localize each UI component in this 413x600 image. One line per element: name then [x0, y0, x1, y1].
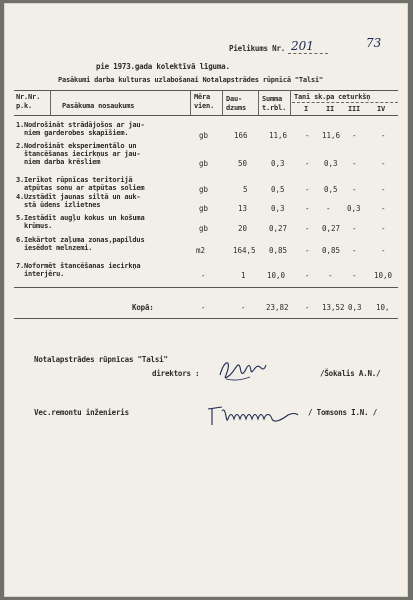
agreement-line: pie 1973.gada kolektīvā līguma. [96, 62, 230, 71]
row-5-q1: - [305, 224, 310, 233]
document-title: Pasākumi darba kulturas uzlabošanai Notalapstrādes rūpnīcā "Talsi" [58, 76, 323, 84]
row-3-qty: 5 [243, 185, 248, 194]
row-7-q2: - [328, 271, 333, 280]
director-signature [216, 355, 268, 385]
totals-top-rule [14, 287, 398, 288]
table-top-rule [14, 90, 398, 91]
row-5-q2: 0,27 [322, 224, 341, 233]
total-q1: - [305, 303, 310, 312]
total-q2: 13,52 [322, 303, 345, 312]
row-2-qty: 50 [238, 159, 248, 168]
row-6-q1: - [305, 246, 310, 255]
row-1-q4: - [381, 131, 386, 140]
row-1-sum: 11,6 [269, 131, 288, 140]
row-2-q4: - [381, 159, 386, 168]
row-6-sum: 0,85 [269, 246, 288, 255]
row-1-unit: gb [199, 131, 209, 140]
row-1-q1: - [305, 131, 310, 140]
director-label: direktors : [152, 369, 200, 378]
row-2-text-3: niem darba krēsliem [24, 158, 101, 166]
row-3-q4: - [381, 185, 386, 194]
row-3-q1: - [305, 185, 310, 194]
row-2-text-2: štancēšanas iecirkņus ar jau- [24, 150, 141, 158]
row-5-sum: 0,27 [269, 224, 288, 233]
row-2-sum: 0,3 [271, 159, 285, 168]
header-pk: p.k. [16, 102, 33, 110]
table-header-rule [14, 115, 398, 116]
engineer-label: Vec.remontu inženieris [34, 408, 129, 417]
row-2-q3: - [352, 159, 357, 168]
header-q1: I [304, 105, 309, 113]
total-label: Kopā: [132, 303, 154, 312]
row-4-q3: 0,3 [347, 204, 361, 213]
row-6-unit: m2 [196, 246, 206, 255]
row-4-q2: - [326, 204, 331, 213]
row-5-q4: - [381, 224, 386, 233]
total-q3: 0,3 [348, 303, 362, 312]
row-1-text: 1.Nodrošināt strādājošos ar jau- [16, 121, 145, 129]
header-qty: Dau- [226, 95, 243, 103]
appendix-number-line [288, 53, 328, 54]
row-4-q4: - [381, 204, 386, 213]
header-q3: III [348, 105, 361, 113]
document-page [4, 3, 408, 597]
total-q4: 10, [376, 303, 390, 312]
totals-bottom-rule [14, 318, 398, 319]
row-3-text-2: atpūtas sonu ar atpūtas soliem [24, 184, 145, 192]
engineer-signature [208, 401, 300, 431]
row-5-text-2: krūmus. [24, 222, 53, 230]
row-2-q1: - [305, 159, 310, 168]
column-divider [290, 90, 291, 115]
header-unit: Mēra [194, 93, 211, 101]
row-7-q3: - [352, 271, 357, 280]
header-sum-2: t.rbl. [262, 104, 287, 112]
header-name: Pasākuma nosaukums [62, 102, 135, 110]
total-qty: - [241, 303, 246, 312]
row-6-q2: 0,85 [322, 246, 341, 255]
row-7-unit: - [201, 271, 206, 280]
row-1-text-2: niem garderobes skapīšiem. [24, 129, 129, 137]
quarters-rule [292, 102, 398, 103]
row-4-sum: 0,3 [271, 204, 285, 213]
column-divider [258, 90, 259, 115]
row-6-qty: 164,5 [233, 246, 256, 255]
header-q4: IV [377, 105, 386, 113]
header-sum: Summa [262, 95, 283, 103]
row-2-text: 2.Nodrošināt eksperimentālo un [16, 142, 137, 150]
row-7-q4: 10,0 [374, 271, 393, 280]
row-1-q3: - [352, 131, 357, 140]
appendix-label: Pielikums Nr. [229, 44, 286, 53]
row-2-unit: gb [199, 159, 209, 168]
page-number: 73 [366, 36, 382, 50]
row-3-unit: gb [199, 185, 209, 194]
row-1-q2: 11,6 [322, 131, 341, 140]
header-qty-2: dzums [226, 104, 247, 112]
header-quarters: Tanī sk.pa ceturkšņ [294, 93, 371, 101]
row-5-qty: 20 [238, 224, 248, 233]
row-5-text: 5.Iestādīt augļu kokus un košuma [16, 214, 145, 222]
row-2-q2: 0,3 [324, 159, 338, 168]
row-6-q3: - [352, 246, 357, 255]
column-divider [190, 90, 191, 115]
header-unit-2: vien. [194, 102, 215, 110]
row-4-qty: 13 [238, 204, 248, 213]
header-q2: II [326, 105, 335, 113]
row-5-unit: gb [199, 224, 209, 233]
row-7-text-2: interjēru. [24, 270, 65, 278]
appendix-number: 201 [291, 39, 314, 53]
org-line: Notalapstrādes rūpnīcas "Talsi" [34, 355, 168, 364]
row-3-q2: 0,5 [324, 185, 338, 194]
row-1-qty: 166 [234, 131, 248, 140]
row-3-text: 3.Ierīkot rūpnīcas teritorijā [16, 176, 133, 184]
row-7-text: 7.Noformēt štancēšanas iecirkņa [16, 262, 141, 270]
row-5-q3: - [352, 224, 357, 233]
total-sum: 23,82 [266, 303, 289, 312]
row-7-qty: 1 [241, 271, 246, 280]
row-4-q1: - [305, 204, 310, 213]
row-3-q3: - [352, 185, 357, 194]
row-6-q4: - [381, 246, 386, 255]
row-6-text: 6.Iekārtot zaļuma zonas,papildus [16, 236, 145, 244]
row-4-text: 4.Uzstādīt jaunas siltā un auk- [16, 193, 141, 201]
total-unit: - [201, 303, 206, 312]
engineer-name: / Tomsons I.N. / [308, 408, 378, 417]
row-3-sum: 0,5 [271, 185, 285, 194]
row-7-sum: 10,0 [267, 271, 286, 280]
row-6-text-2: iesēdot melnzemi. [24, 244, 93, 252]
row-4-text-2: stā ūdens izlietnes [24, 201, 101, 209]
row-7-q1: - [305, 271, 310, 280]
column-divider [222, 90, 223, 115]
director-name: /Šokalis A.N./ [320, 369, 381, 378]
column-divider [50, 90, 51, 115]
header-nr: Nr.Nr. [16, 93, 41, 101]
row-4-unit: gb [199, 204, 209, 213]
